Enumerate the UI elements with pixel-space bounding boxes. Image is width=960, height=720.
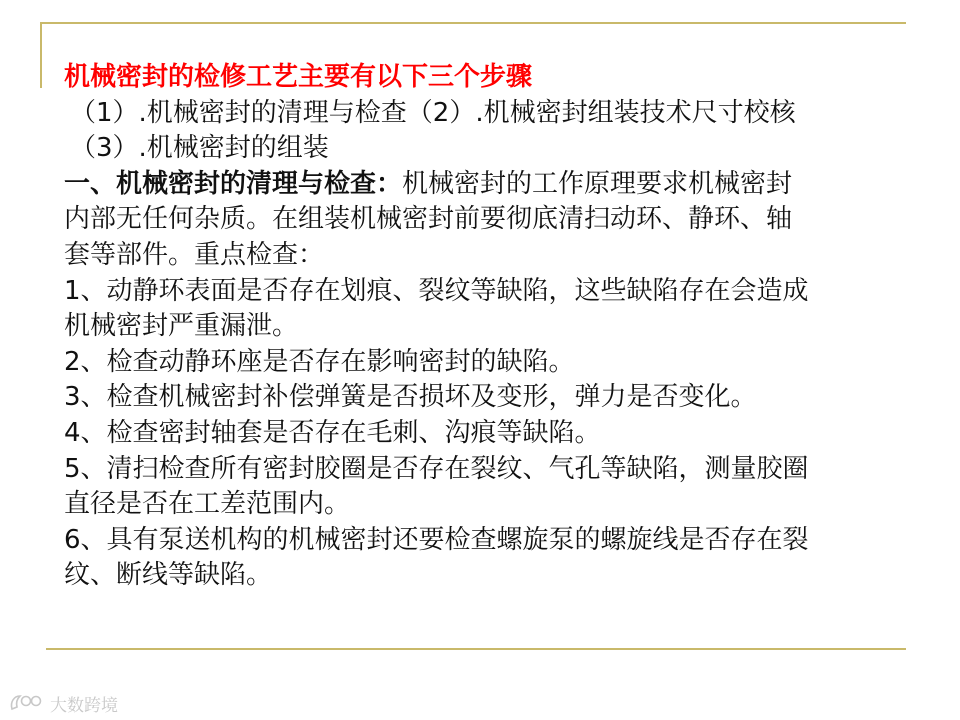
logo-icon [8, 693, 46, 713]
steps-line-2: （3）.机械密封的组装 [70, 133, 329, 164]
section-intro-text: 机械密封的工作原理要求机械密封 [402, 168, 793, 199]
steps-line-1: （1）.机械密封的清理与检查（2）.机械密封组装技术尺寸校核 [70, 97, 796, 128]
bottom-rule [46, 648, 906, 650]
item-5-line-2: 直径是否在工差范围内。 [64, 489, 351, 520]
section-intro-line-1 [64, 167, 912, 203]
top-rule [40, 22, 906, 24]
item-6-line-1: 6、具有泵送机构的机械密封还要检查螺旋泵的螺旋线是否存在裂 [64, 524, 809, 555]
watermark-text: 大数跨境 [50, 695, 118, 716]
item-6-line-2: 纹、断线等缺陷。 [64, 560, 273, 591]
item-5-line-1: 5、清扫检查所有密封胶圈是否存在裂纹、气孔等缺陷，测量胶圈 [64, 453, 809, 484]
section-intro-line-3: 套等部件。重点检查： [64, 239, 325, 270]
slide-content [64, 60, 912, 594]
section-intro-line-2: 内部无任何杂质。在组装机械密封前要彻底清扫动环、静环、轴 [64, 204, 793, 235]
item-2: 2、检查动静环座是否存在影响密封的缺陷。 [64, 346, 575, 377]
item-4: 4、检查密封轴套是否存在毛刺、沟痕等缺陷。 [64, 417, 601, 448]
item-1-line-1: 1、动静环表面是否存在划痕、裂纹等缺陷，这些缺陷存在会造成 [64, 275, 809, 306]
item-1-line-2: 机械密封严重漏泄。 [64, 311, 299, 342]
section-label: 一、机械密封的清理与检查： [64, 168, 403, 199]
item-3: 3、检查机械密封补偿弹簧是否损坏及变形，弹力是否变化。 [64, 382, 757, 413]
slide-heading: 机械密封的检修工艺主要有以下三个步骤 [64, 62, 533, 92]
watermark [8, 690, 118, 716]
left-rule [40, 22, 42, 88]
